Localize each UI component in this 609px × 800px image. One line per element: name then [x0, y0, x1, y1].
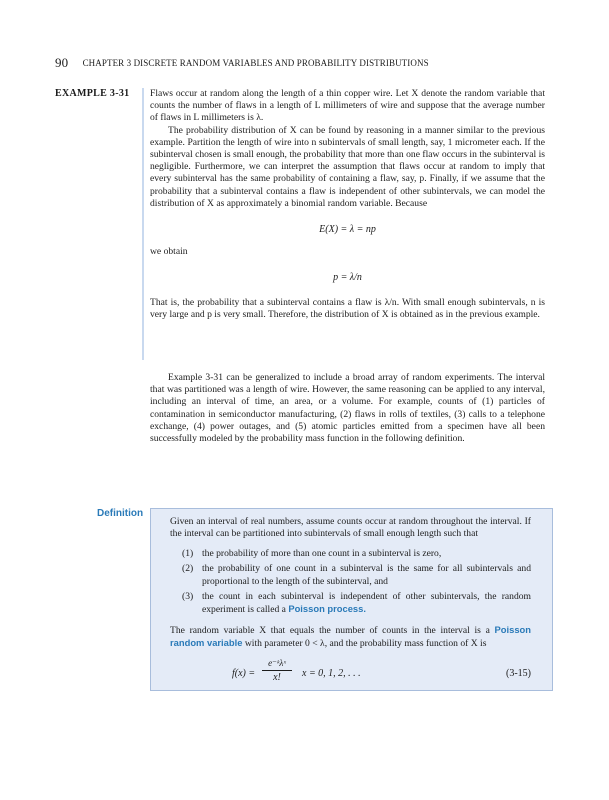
pmf-lhs: f(x) =	[232, 667, 256, 679]
definition-closing	[170, 624, 531, 651]
condition-number: (3)	[182, 591, 194, 603]
body-text	[150, 372, 545, 445]
body-paragraph: Example 3-31 can be generalized to include a broad array of random experiments. The interval that was partitioned was a length of wire. However, the same reasoning can be applied to any interval, including an interval of time, an area, or a volume. For example, counts of (1) particles of contamination in semiconductor manufacturing, (2) flaws in rolls of textiles, (3) calls to a telephone exchange, (4) power outages, and (5) atomic particles emitted from a specimen have all been successfully modeled by the probability mass function in the following definition.	[150, 372, 545, 445]
pmf-denominator: x!	[273, 672, 281, 684]
example-margin-bar	[142, 88, 144, 360]
pmf-range: x = 0, 1, 2, . . .	[302, 667, 361, 679]
example-paragraph-2: The probability distribution of X can be found by reasoning in a manner similar to the previous example. Partition the length of wire into n subintervals of small length, say, 1 micrometer each. If the subinterval chosen is small enough, the probability that more than one flaw occurs in the subinterval is negligible. Furthermore, we can interpret the assumption that flaws occur at random to imply that every subinterval has the same probability of containing a flaw, say, p. Finally, if we assume that the probability that a subinterval contains a flaw is independent of other subintervals, we can model the distribution of X as approximately a binomial random variable. Because	[150, 124, 545, 209]
poisson-random-variable-term: Poisson random variable	[170, 623, 531, 649]
poisson-process-term: Poisson process.	[288, 603, 366, 615]
definition-content	[170, 516, 531, 693]
example-paragraph-3: That is, the probability that a subinterval contains a flaw is λ/n. With small enough subintervals, n is very large and p is very small. Therefore, the distribution of X is obtained as in the previous example.	[150, 296, 545, 320]
condition-number: (2)	[182, 563, 194, 575]
definition-conditions	[170, 548, 531, 617]
condition-item	[170, 563, 531, 588]
pmf-numerator: e⁻ᵏλˣ	[262, 657, 292, 671]
page-header	[55, 55, 555, 71]
example-paragraph-1: Flaws occur at random along the length of a thin copper wire. Let X denote the random variable that counts the number of flaws in a length of L millimeters of wire and suppose that the average number of flaws in L millimeters is λ.	[150, 88, 545, 124]
definition-intro: Given an interval of real numbers, assume counts occur at random throughout the interval. If the interval can be partitioned into subintervals of small enough length such that	[170, 516, 531, 540]
we-obtain-text: we obtain	[150, 246, 188, 258]
condition-text	[202, 591, 531, 617]
equation-p: p = λ/n	[333, 272, 362, 284]
condition-item	[170, 548, 531, 560]
equation-number: (3-15)	[506, 667, 531, 679]
closing-text-b: with parameter 0 < λ, and the probability mass function of X is	[244, 638, 487, 650]
pmf-formula	[170, 657, 531, 693]
pmf-fraction	[262, 657, 292, 685]
chapter-title: CHAPTER 3 DISCRETE RANDOM VARIABLES AND PROBABILITY DISTRIBUTIONS	[82, 58, 429, 68]
condition-text: the probability of one count in a subinterval is the same for all subintervals and proportional to the length of the subinterval, and	[202, 563, 531, 587]
condition-number: (1)	[182, 547, 194, 559]
condition-item	[170, 591, 531, 617]
condition-text-part: the count in each subinterval is independent of other subintervals, the random experiment is called a	[202, 591, 531, 616]
page-number: 90	[55, 55, 69, 70]
condition-text: the probability of more than one count in a subinterval is zero,	[202, 547, 442, 559]
equation-expectation: E(X) = λ = np	[319, 224, 376, 236]
closing-text-a: The random variable X that equals the number of counts in the interval is a	[170, 624, 490, 636]
definition-label: Definition	[97, 508, 144, 519]
example-label: EXAMPLE 3-31	[55, 88, 130, 99]
example-body	[150, 88, 545, 321]
